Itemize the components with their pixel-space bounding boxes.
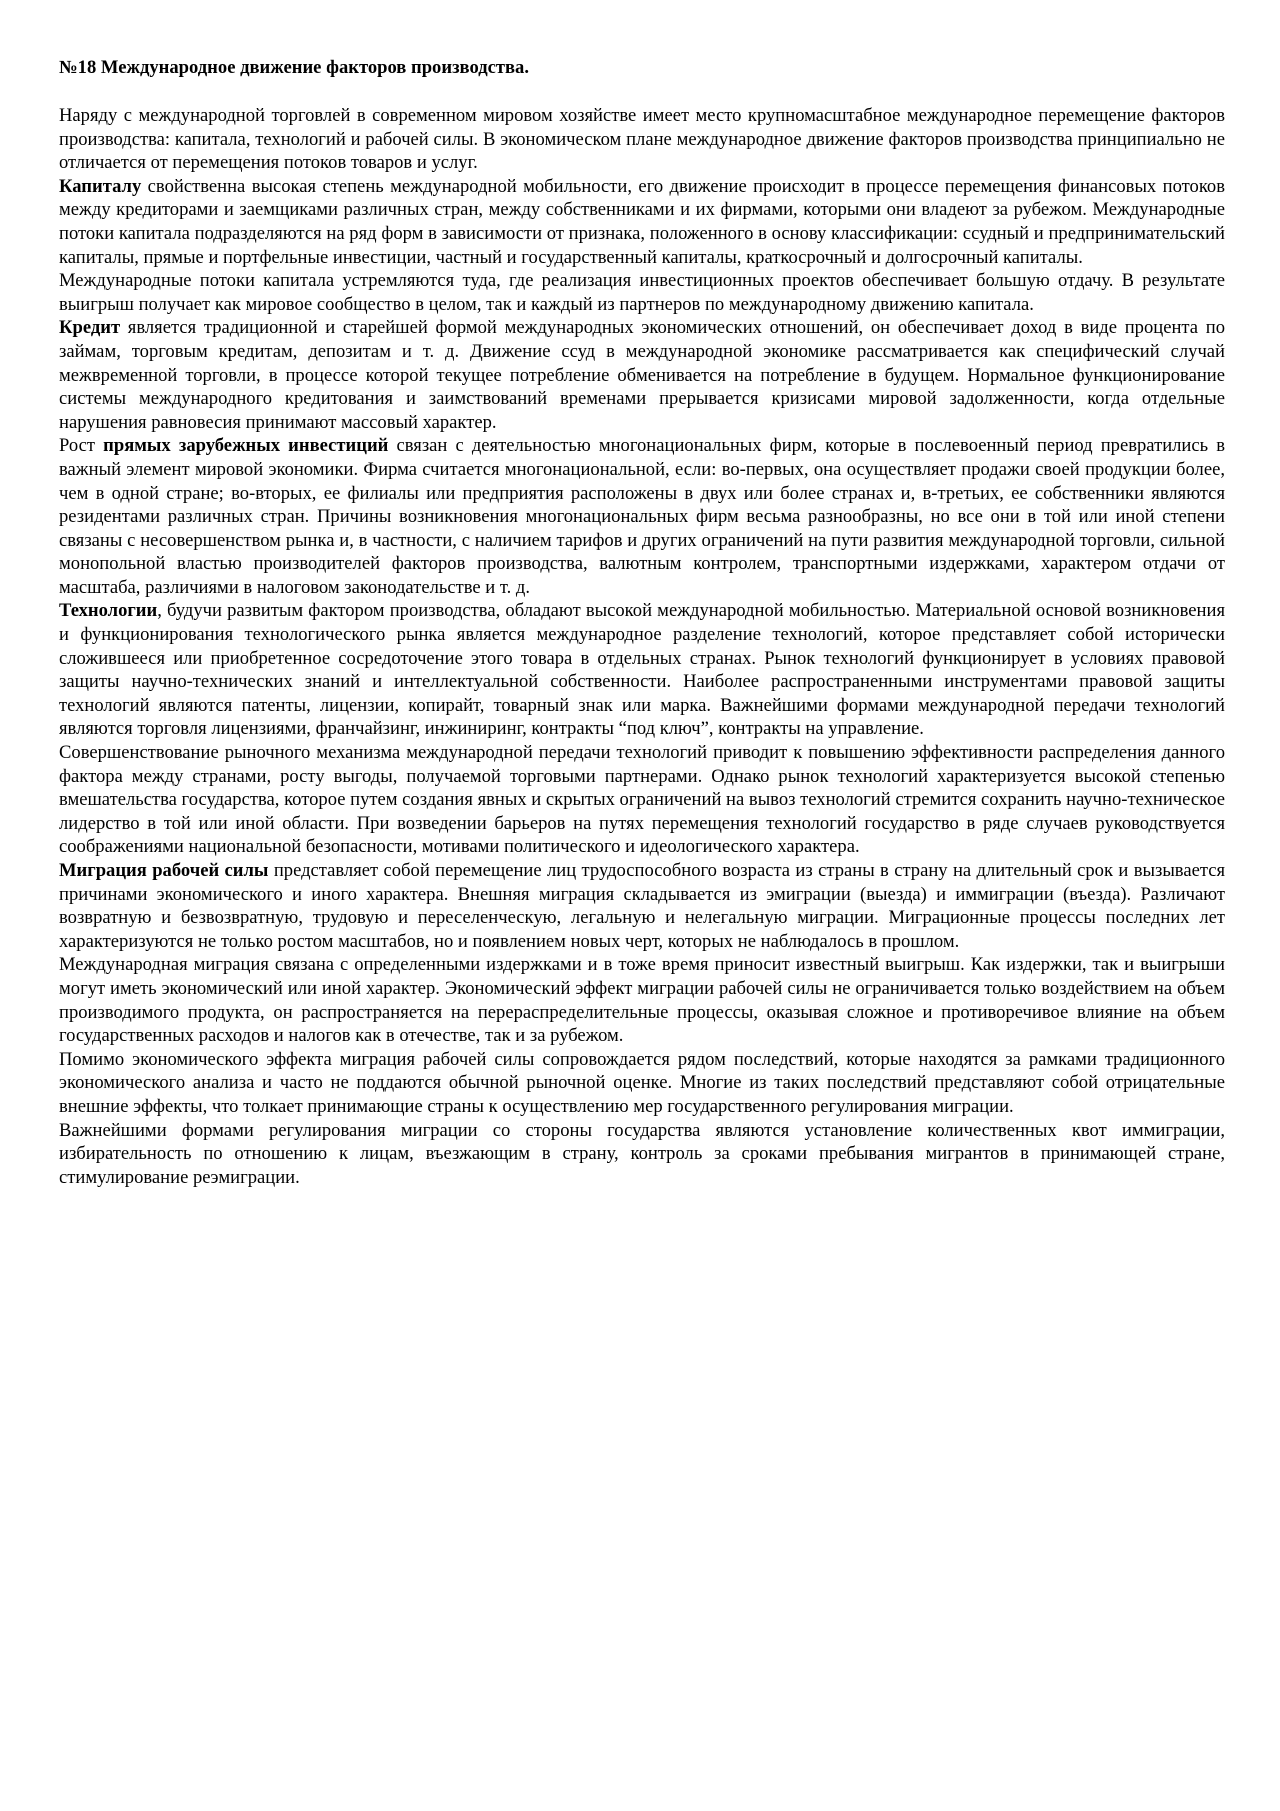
paragraph-lead-term: Капиталу xyxy=(59,175,142,197)
paragraph-lead-term: Кредит xyxy=(59,317,121,339)
paragraph-fdi xyxy=(59,434,1225,599)
paragraph-prefix: Рост xyxy=(59,435,104,457)
paragraph-migration-costs xyxy=(59,953,1225,1047)
paragraph-intro xyxy=(59,104,1225,175)
paragraph-text: является традиционной и старейшей формой международных экономических отношений, он обеспечивает доход в виде процента по займам, торговым кредитам, депозитам и т. д. Движение ссуд в международной экономике рассматривается как специфический случай межвременной торговли, в процессе которой текущее потребление обменивается на потребление в будущем. Нормальное функционирование системы международного кредитования и заимствований временами прерывается кризисами мировой задолженности, когда отдельные нарушения равновесия принимают массовый характер. xyxy=(59,317,1225,433)
paragraph-text: Международная миграция связана с определенными издержками и в тоже время приносит известный выигрыш. Как издержки, так и выигрыши могут иметь экономический или иной характер. Экономический эффект миграции рабочей силы не ограничивается только воздействием на объем производимого продукта, он распространяется на перераспределительные процессы, оказывая сложное и противоречивое влияние на объем государственных расходов и налогов как в отечестве, так и за рубежом. xyxy=(59,954,1225,1047)
paragraph-lead-term: Технологии xyxy=(59,600,158,622)
paragraph-text: Совершенствование рыночного механизма международной передачи технологий приводит к повышению эффективности распределения данного фактора между странами, росту выгоды, получаемой торговыми партнерами. Однако рынок технологий характеризуется высокой степенью вмешательства государства, которое путем создания явных и скрытых ограничений на вывоз технологий стремится сохранить научно-техническое лидерство в той или иной области. При возведении барьеров на путях перемещения технологий государство в ряде случаев руководствуется соображениями национальной безопасности, мотивами политического и идеологического характера. xyxy=(59,742,1225,858)
paragraph-text: свойственна высокая степень международной мобильности, его движение происходит в процессе перемещения финансовых потоков между кредиторами и заемщиками различных стран, между собственниками и их фирмами, которыми они владеют за рубежом. Международные потоки капитала подразделяются на ряд форм в зависимости от признака, положенного в основу классификации: ссудный и предпринимательский капиталы, прямые и портфельные инвестиции, частный и государственный капиталы, краткосрочный и долгосрочный капиталы. xyxy=(59,175,1225,268)
document-page xyxy=(59,56,1225,1189)
paragraph-text: Наряду с международной торговлей в современном мировом хозяйстве имеет место крупномасштабное международное перемещение факторов производства: капитала, технологий и рабочей силы. В экономическом плане международное движение факторов производства принципиально не отличается от перемещения потоков товаров и услуг. xyxy=(59,105,1225,174)
paragraph-capital-flows xyxy=(59,269,1225,316)
document-title: №18 Международное движение факторов производства. xyxy=(59,57,529,78)
paragraph-text: Международные потоки капитала устремляются туда, где реализация инвестиционных проектов обеспечивает большую отдачу. В результате выигрыш получает как мировое сообщество в целом, так и каждый из партнеров по международному движению капитала. xyxy=(59,270,1225,315)
paragraph-text: Важнейшими формами регулирования миграции со стороны государства являются установление количественных квот иммиграции, избирательность по отношению к лицам, въезжающим в страну, контроль за сроками пребывания мигрантов в принимающей стране, стимулирование реэмиграции. xyxy=(59,1119,1225,1188)
paragraph-technology-market xyxy=(59,741,1225,859)
paragraph-migration-consequences xyxy=(59,1048,1225,1119)
paragraph-capital xyxy=(59,175,1225,269)
paragraph-text: , будучи развитым фактором производства, обладают высокой международной мобильностью. Материальной основой возникновения и функционирования технологического рынка является международное разделение технологий, которое представляет собой исторически сложившееся или приобретенное сосредоточение этого товара в отдельных странах. Рынок технологий функционирует в условиях правовой защиты научно-технических знаний и интеллектуальной собственности. Наиболее распространенными инструментами правовой защиты технологий являются патенты, лицензии, копирайт, товарный знак или марка. Важнейшими формами международной передачи технологий являются торговля лицензиями, франчайзинг, инжиниринг, контракты “под ключ”, контракты на управление. xyxy=(59,600,1225,740)
paragraph-credit xyxy=(59,316,1225,434)
paragraph-migration-regulation xyxy=(59,1119,1225,1190)
paragraph-labor-migration xyxy=(59,859,1225,953)
paragraph-technology xyxy=(59,599,1225,741)
paragraph-text: связан с деятельностью многонациональных фирм, которые в послевоенный период превратились в важный элемент мировой экономики. Фирма считается многонациональной, если: во-первых, она осуществляет продажи своей продукции более, чем в одной стране; во-вторых, ее филиалы или предприятия расположены в двух или более странах и, в-третьих, ее собственники являются резидентами различных стран. Причины возникновения многонациональных фирм весьма разнообразны, но все они в той или иной степени связаны с несовершенством рынка и, в частности, с наличием тарифов и других ограничений на пути развития международной торговли, сильной монопольной властью производителей факторов производства, валютным контролем, транспортными издержками, характером отдачи от масштаба, различиями в налоговом законодательстве и т. д. xyxy=(59,435,1225,598)
paragraph-lead-term: Миграция рабочей силы xyxy=(59,860,269,881)
paragraph-text: Помимо экономического эффекта миграция рабочей силы сопровождается рядом последствий, которые находятся за рамками традиционного экономического анализа и часто не поддаются обычной рыночной оценке. Многие из таких последствий представляют собой отрицательные внешние эффекты, что толкает принимающие страны к осуществлению мер государственного регулирования миграции. xyxy=(59,1048,1225,1117)
paragraph-text: представляет собой перемещение лиц трудоспособного возраста из страны в страну на длительный срок и вызывается причинами экономического и иного характера. Внешняя миграция складывается из эмиграции (выезда) и иммиграции (въезда). Различают возвратную и безвозвратную, трудовую и переселенческую, легальную и нелегальную миграции. Миграционные процессы последних лет характеризуются не только ростом масштабов, но и появлением новых черт, которых не наблюдалось в прошлом. xyxy=(59,860,1226,952)
paragraph-lead-term: прямых зарубежных инвестиций xyxy=(103,435,389,457)
